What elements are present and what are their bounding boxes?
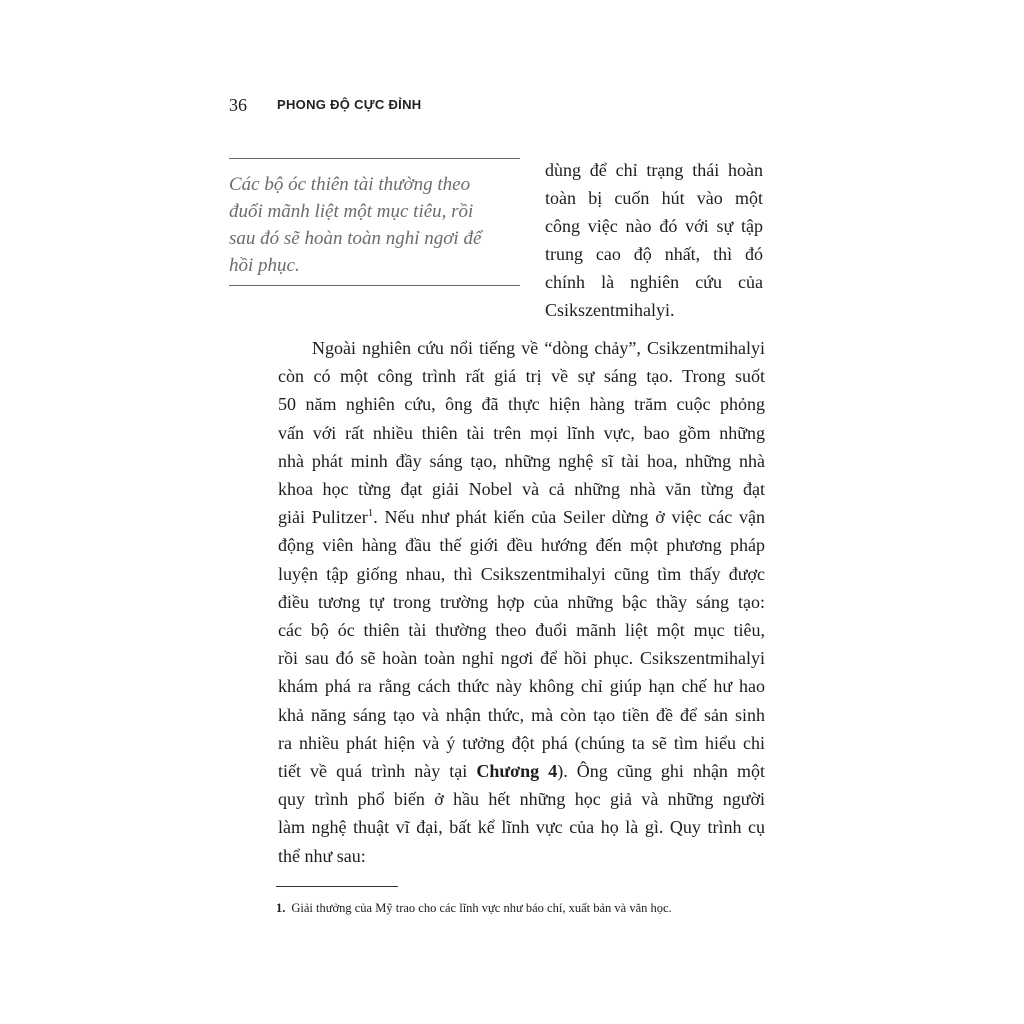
body-line-part: giải Pulitzer	[278, 507, 368, 528]
side-text-line: toàn bị cuốn hút vào một	[545, 188, 763, 208]
body-line: Ngoài nghiên cứu nổi tiếng về “dòng chảy”, Csikzentmihalyi	[312, 338, 765, 358]
body-paragraph	[278, 334, 765, 870]
side-text-line: Csikszentmihalyi.	[545, 300, 675, 320]
pull-quote-line: Các bộ óc thiên tài thường theo	[229, 174, 471, 195]
side-text-line: trung cao độ nhất, thì đó	[545, 244, 763, 264]
body-line: quy trình phổ biến ở hầu hết những học giả và những người	[278, 789, 765, 810]
body-line: rồi sau đó sẽ hoàn toàn nghỉ ngơi để hồi phục. Csikszentmihalyi	[278, 648, 765, 669]
footnote-rule	[276, 886, 398, 887]
footnote-reference: 1	[367, 507, 374, 520]
page-number: 36	[229, 95, 247, 115]
body-line: ra nhiều phát hiện và ý tưởng đột phá (chúng ta sẽ tìm hiểu chi	[278, 732, 765, 753]
side-column-text	[545, 156, 763, 324]
footnote-number: 1.	[276, 901, 286, 915]
footnote	[276, 901, 672, 916]
body-line-part: . Nếu như phát kiến của Seiler dừng ở việc các vận	[373, 507, 765, 528]
body-line: khả năng sáng tạo và nhận thức, mà còn tạo tiền đề để sản sinh	[278, 704, 765, 725]
body-line-part: tiết về quá trình này tại	[278, 761, 477, 782]
body-line: điều tương tự trong trường hợp của những bậc thầy sáng tạo:	[278, 591, 765, 612]
side-text-line: chính là nghiên cứu của	[545, 272, 763, 292]
body-line: khám phá ra rằng cách thức này không chỉ giúp hạn chế hư hao	[278, 676, 765, 697]
side-text-line: dùng để chỉ trạng thái hoàn	[545, 160, 763, 180]
body-line	[278, 757, 765, 785]
pull-quote-line: hồi phục.	[229, 255, 300, 276]
body-line: luyện tập giống nhau, thì Csikszentmihalyi cũng tìm thấy được	[278, 563, 765, 584]
body-line: các bộ óc thiên tài thường theo đuổi mãnh liệt một mục tiêu,	[278, 620, 765, 641]
chapter-reference: Chương 4	[476, 761, 558, 782]
body-line	[278, 503, 765, 531]
body-line: vấn với rất nhiều thiên tài trên mọi lĩnh vực, bao gồm những	[278, 422, 765, 443]
side-text-line: công việc nào đó với sự tập	[545, 216, 763, 236]
footnote-text: Giải thưởng của Mỹ trao cho các lĩnh vực như báo chí, xuất bản và văn học.	[291, 901, 672, 915]
body-line: nhà phát minh đầy sáng tạo, những nghệ sĩ tài hoa, những nhà	[278, 450, 765, 471]
body-line: thể như sau:	[278, 845, 366, 866]
body-line: khoa học từng đạt giải Nobel và cả những nhà văn từng đạt	[278, 479, 765, 500]
body-line: làm nghệ thuật vĩ đại, bất kể lĩnh vực của họ là gì. Quy trình cụ	[278, 817, 765, 838]
pull-quote-line: sau đó sẽ hoàn toàn nghỉ ngơi để	[229, 228, 482, 249]
body-line: còn có một công trình rất giá trị về sự sáng tạo. Trong suốt	[278, 366, 765, 387]
body-line: 50 năm nghiên cứu, ông đã thực hiện hàng trăm cuộc phỏng	[278, 394, 765, 415]
running-head: PHONG ĐỘ CỰC ĐỈNH	[277, 97, 422, 112]
body-line-part: ). Ông cũng ghi nhận một	[557, 761, 765, 782]
pull-quote	[229, 158, 520, 286]
body-line: động viên hàng đầu thế giới đều hướng đến một phương pháp	[278, 535, 765, 556]
pull-quote-line: đuổi mãnh liệt một mục tiêu, rồi	[229, 201, 474, 222]
